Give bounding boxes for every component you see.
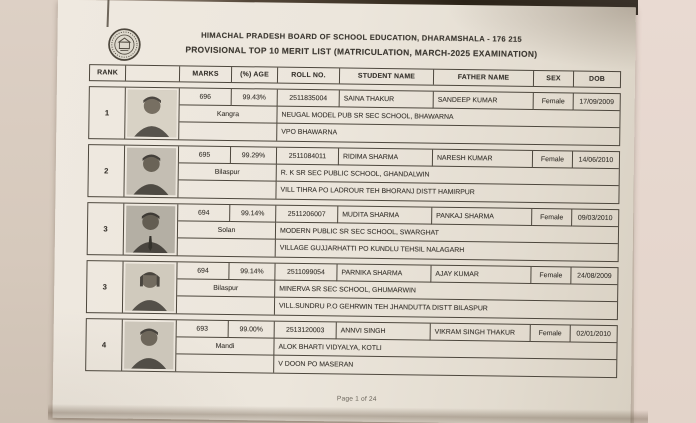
marks-value: 695 [179, 146, 231, 164]
roll-no-value: 2511835004 [278, 90, 340, 108]
sex-value: Female [534, 93, 574, 111]
district-value: Bilaspur [179, 163, 277, 181]
father-name-value: SANDEEP KUMAR [434, 92, 534, 110]
sex-value: Female [533, 151, 573, 169]
father-name-value: NARESH KUMAR [433, 150, 533, 168]
father-name-value: PANKAJ SHARMA [432, 208, 532, 226]
blank-cell [178, 238, 276, 256]
percentage-value: 99.14% [230, 205, 276, 223]
student-name-value: RIDIMA SHARMA [339, 148, 433, 166]
school-value: MODERN PUBLIC SR SEC SCHOOL, SWARGHAT [276, 223, 618, 244]
rank-value: 4 [86, 319, 123, 370]
percentage-value: 99.00% [229, 321, 275, 339]
dob-value: 09/03/2010 [572, 209, 618, 227]
student-photo [123, 262, 178, 314]
address-value: VPO BHAWARNA [281, 128, 338, 137]
student-name-value: PARNIKA SHARMA [337, 264, 431, 282]
school-value: ALOK BHARTI VIDYALYA, KOTLI [274, 339, 616, 360]
portrait-icon [127, 90, 177, 138]
header-dob: DOB [588, 75, 606, 83]
school-value: R. K SR SEC PUBLIC SCHOOL, GHANDALWIN [277, 165, 619, 186]
district-value: Mandi [176, 337, 274, 355]
student-photo [122, 320, 177, 372]
rank-value: 3 [88, 203, 125, 254]
school-value: MINERVA SR SEC SCHOOL, GHUMARWIN [275, 281, 617, 302]
dob-value: 17/09/2009 [574, 93, 620, 111]
background-surface-right [634, 0, 696, 423]
header-marks: MARKS [180, 66, 232, 82]
header-percentage: (%) AGE [232, 67, 278, 83]
rank-value: 3 [87, 261, 124, 312]
page-title: PROVISIONAL TOP 10 MERIT LIST (MATRICULATION, MARCH-2025 EXAMINATION) [185, 44, 538, 60]
merit-row-rank-1 [88, 86, 621, 146]
percentage-value: 99.43% [232, 89, 278, 107]
district-value: Bilaspur [177, 279, 275, 297]
address-value: VILL TIHRA PO LADROUR TEH BHORANJ DISTT HAMIRPUR [280, 186, 475, 197]
marks-value: 694 [178, 204, 230, 222]
student-photo [124, 146, 179, 198]
header-father-name: FATHER NAME [434, 70, 534, 86]
rank-value: 2 [88, 145, 125, 196]
dob-value: 24/08/2009 [571, 267, 617, 285]
father-name-value: AJAY KUMAR [431, 266, 531, 284]
merit-list-document [53, 0, 636, 423]
table-header-row [89, 64, 621, 88]
school-value: NEUGAL MODEL PUB SR SEC SCHOOL, BHAWARNA [277, 107, 619, 128]
district-value: Solan [178, 221, 276, 239]
blank-cell [176, 354, 274, 372]
student-photo [125, 88, 180, 140]
roll-no-value: 2511206007 [276, 206, 338, 224]
page-number: Page 1 of 24 [336, 395, 377, 403]
marks-value: 696 [180, 88, 232, 106]
portrait-icon [124, 322, 174, 370]
percentage-value: 99.29% [231, 147, 277, 165]
portrait-icon [126, 148, 176, 196]
rank-value: 1 [89, 87, 126, 138]
sex-value: Female [532, 209, 572, 227]
address-value: VILLAGE GUJJARHATTI PO KUNDLU TEHSIL NALAGARH [279, 244, 465, 255]
sex-value: Female [531, 325, 571, 343]
blank-cell [179, 122, 277, 140]
roll-no-value: 2511099054 [275, 264, 337, 282]
blank-cell [178, 180, 276, 198]
blank-cell [177, 296, 275, 314]
student-photo [124, 204, 179, 256]
merit-row-rank-3a [87, 202, 620, 262]
district-value: Kangra [179, 105, 277, 123]
marks-value: 693 [177, 320, 229, 338]
percentage-value: 99.14% [229, 263, 275, 281]
address-value: V DOON PO MASERAN [278, 360, 354, 369]
student-name-value: SAINA THAKUR [340, 90, 434, 108]
portrait-icon [126, 206, 176, 254]
header-sex: SEX [534, 71, 574, 87]
merit-table [85, 64, 621, 378]
father-name-value: VIKRAM SINGH THAKUR [431, 324, 531, 342]
header-photo [126, 66, 180, 82]
header-rank: RANK [90, 65, 126, 80]
merit-row-rank-3b [86, 260, 619, 320]
marks-value: 694 [177, 262, 229, 280]
student-name-value: MUDITA SHARMA [338, 206, 432, 224]
header-roll-no: ROLL NO. [278, 68, 340, 84]
roll-no-value: 2513120003 [275, 322, 337, 340]
dob-value: 14/06/2010 [573, 151, 619, 169]
address-value: VILL.SUNDRU P.O GEHRWIN TEH JHANDUTTA DISTT BILASPUR [278, 302, 488, 313]
merit-row-rank-4 [85, 318, 618, 378]
portrait-icon [125, 264, 175, 312]
document-header [97, 29, 625, 60]
board-name-line: HIMACHAL PRADESH BOARD OF SCHOOL EDUCATION, DHARAMSHALA - 176 215 [201, 30, 523, 44]
dob-value: 02/01/2010 [571, 325, 617, 343]
header-student-name: STUDENT NAME [340, 68, 434, 84]
sex-value: Female [531, 267, 571, 285]
student-name-value: ANNVI SINGH [337, 322, 431, 340]
roll-no-value: 2511084011 [277, 148, 339, 166]
merit-row-rank-2 [87, 144, 620, 204]
